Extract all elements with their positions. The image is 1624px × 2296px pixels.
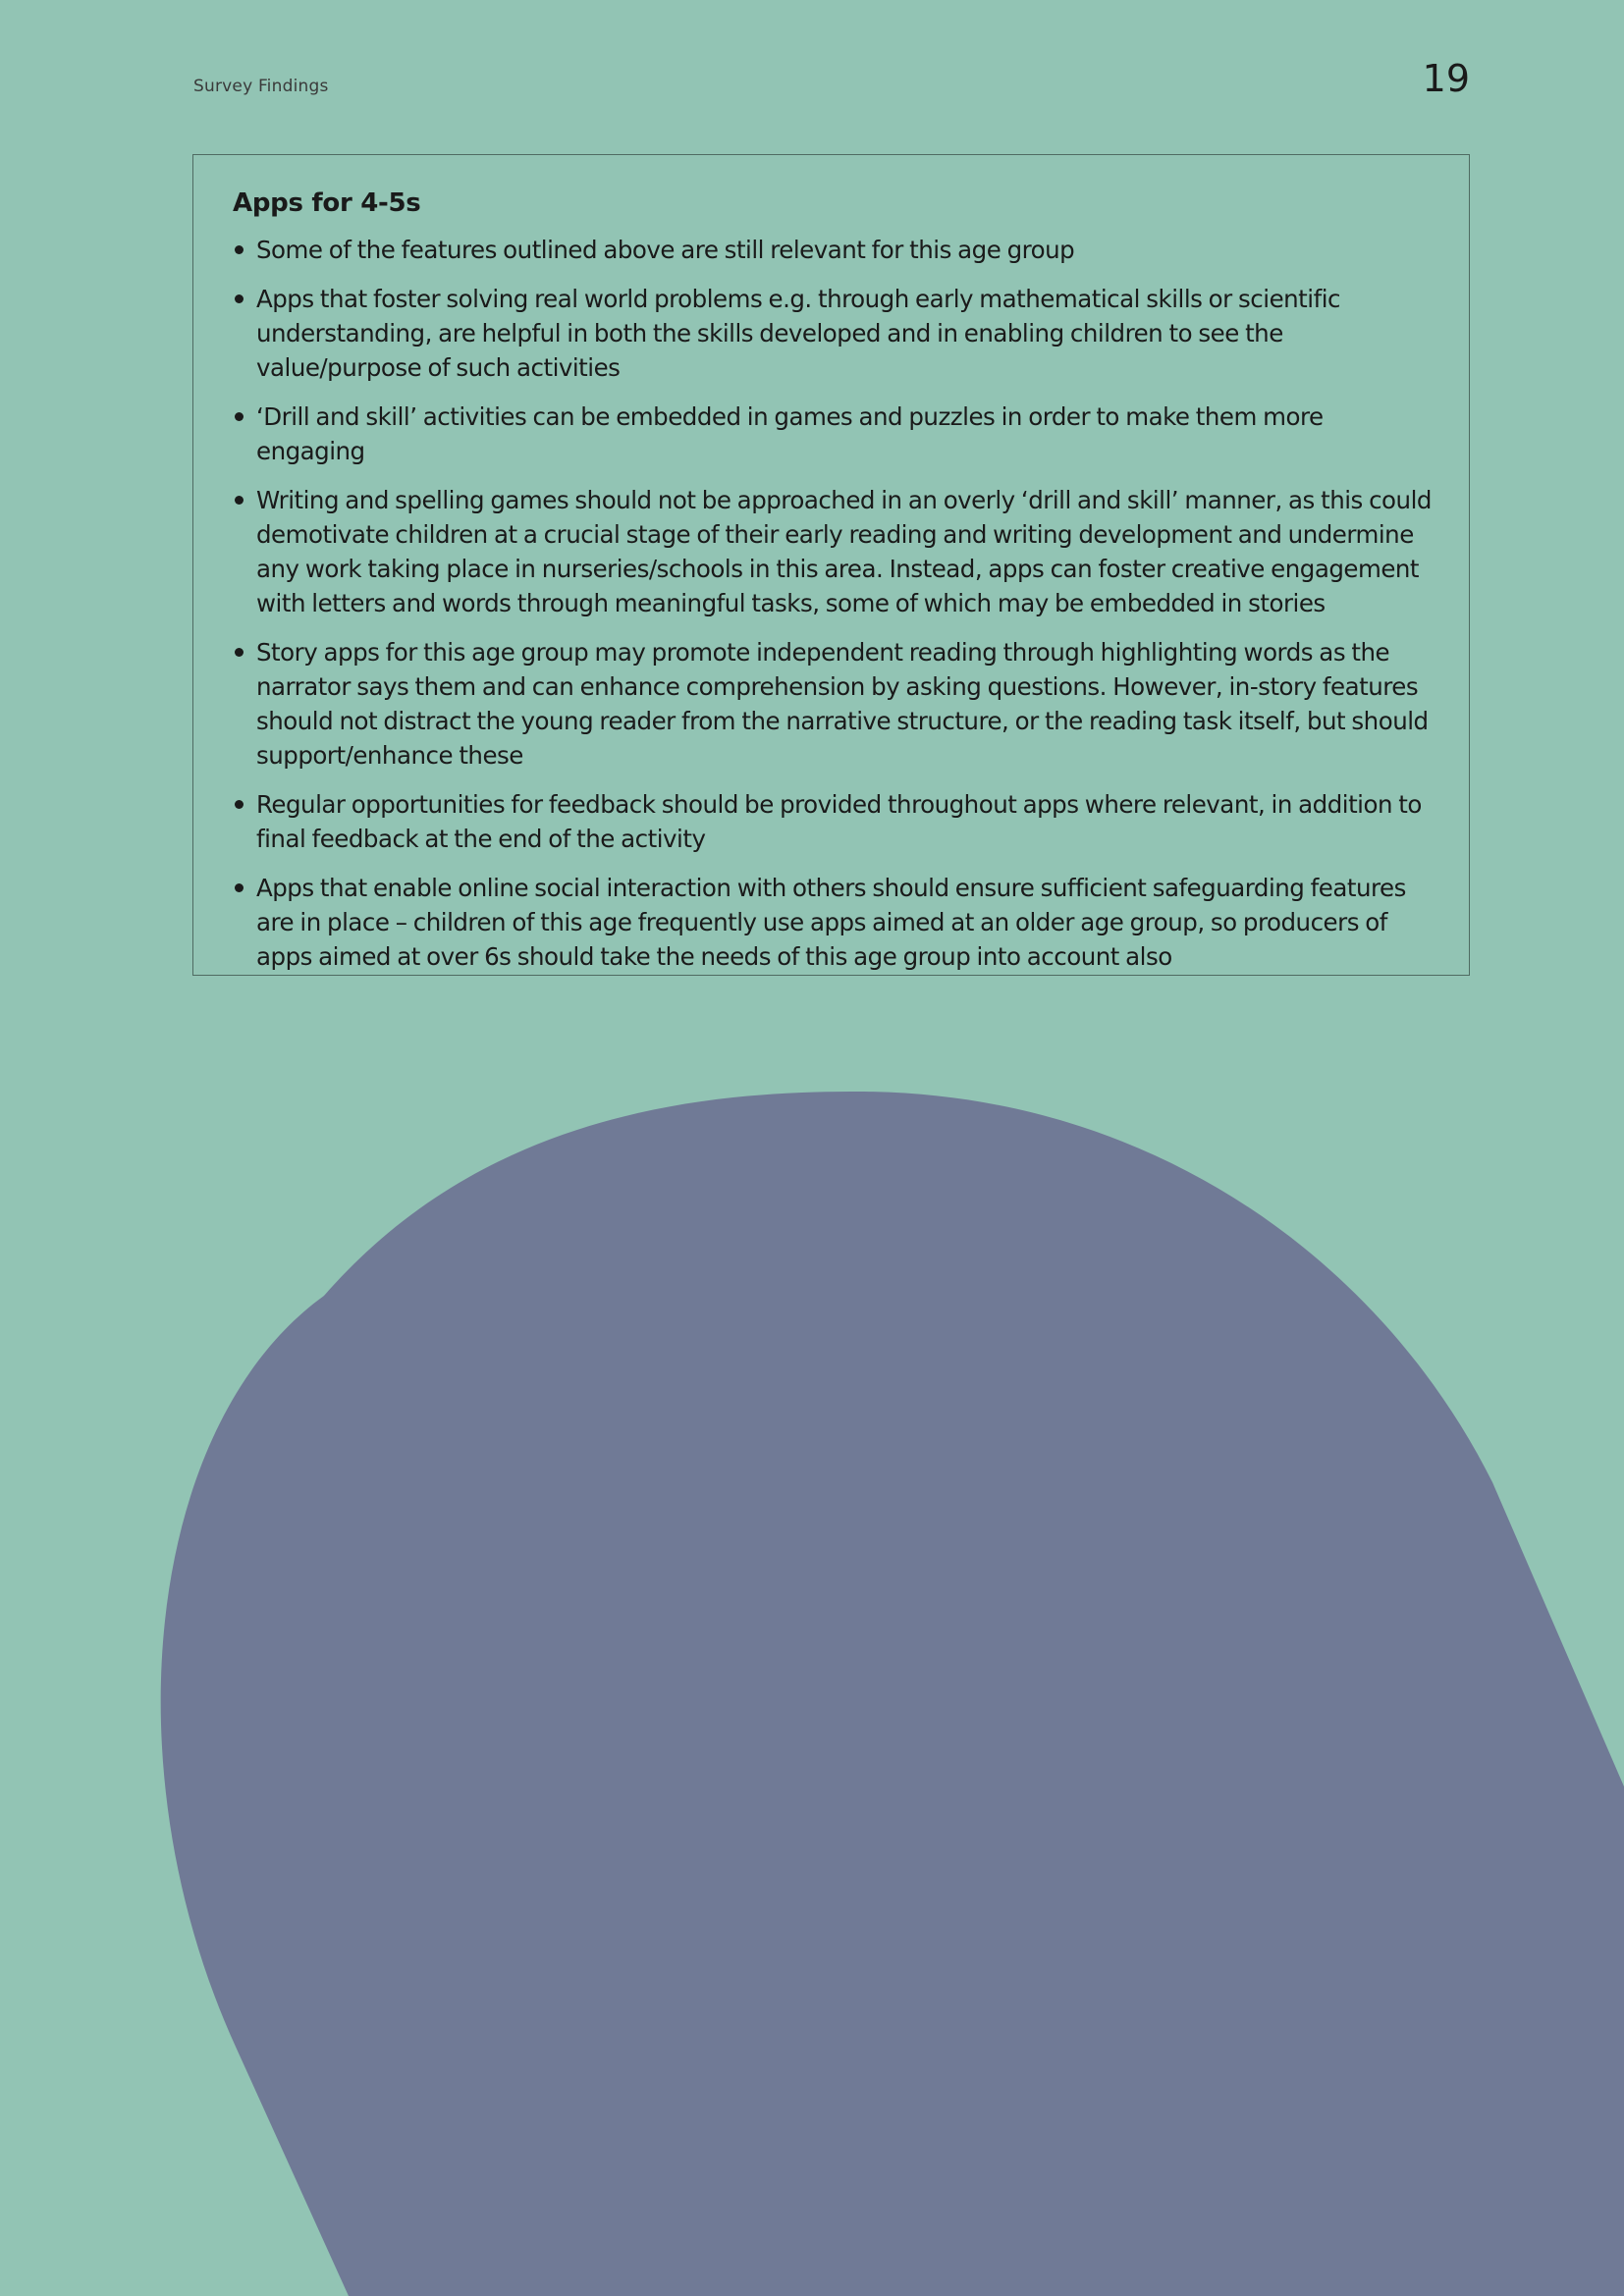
list-item bbox=[233, 233, 1432, 267]
info-box bbox=[192, 154, 1470, 976]
list-item bbox=[233, 635, 1432, 773]
list-item-text: Some of the features outlined above are still relevant for this age group bbox=[256, 236, 1075, 265]
bullet-list bbox=[233, 233, 1432, 974]
box-title: Apps for 4-5s bbox=[233, 188, 421, 218]
bullet-icon bbox=[235, 883, 244, 892]
list-item-text: Story apps for this age group may promote independent reading through highlighting words as the narrator says them and can enhance comprehension by asking questions. However, in-story features should not distract the young reader from the narrative structure, or the reading task itself, but should support/enhance these bbox=[256, 638, 1429, 771]
list-item bbox=[233, 787, 1432, 856]
list-item bbox=[233, 483, 1432, 620]
bullet-icon bbox=[235, 245, 244, 254]
bullet-icon bbox=[235, 496, 244, 505]
list-item-text: Regular opportunities for feedback should be provided throughout apps where relevant, in addition to final feedback at the end of the activity bbox=[256, 790, 1422, 854]
list-item-text: Apps that foster solving real world problems e.g. through early mathematical skills or scientific understanding, are helpful in both the skills developed and in enabling children to see the value/purpose of such activities bbox=[256, 285, 1340, 383]
list-item bbox=[233, 871, 1432, 974]
list-item-text: Writing and spelling games should not be approached in an overly ‘drill and skill’ manner, as this could demotivate children at a crucial stage of their early reading and writing development and undermine any work taking place in nurseries/schools in this area. Instead, apps can foster creative engagement with letters and words through meaningful tasks, some of which may be embedded in stories bbox=[256, 486, 1432, 618]
purple-arch-shape bbox=[161, 1092, 1624, 2296]
list-item bbox=[233, 400, 1432, 468]
bullet-icon bbox=[235, 800, 244, 809]
page-number: 19 bbox=[1422, 57, 1470, 100]
list-item bbox=[233, 282, 1432, 385]
section-label: Survey Findings bbox=[193, 77, 329, 96]
list-item-text: Apps that enable online social interaction with others should ensure sufficient safeguarding features are in place – children of this age frequently use apps aimed at an older age group, so producers of apps aimed at over 6s should take the needs of this age group into account also bbox=[256, 874, 1406, 972]
bullet-icon bbox=[235, 412, 244, 421]
list-item-text: ‘Drill and skill’ activities can be embedded in games and puzzles in order to make them more engaging bbox=[256, 402, 1324, 466]
bullet-icon bbox=[235, 294, 244, 303]
bullet-icon bbox=[235, 648, 244, 657]
